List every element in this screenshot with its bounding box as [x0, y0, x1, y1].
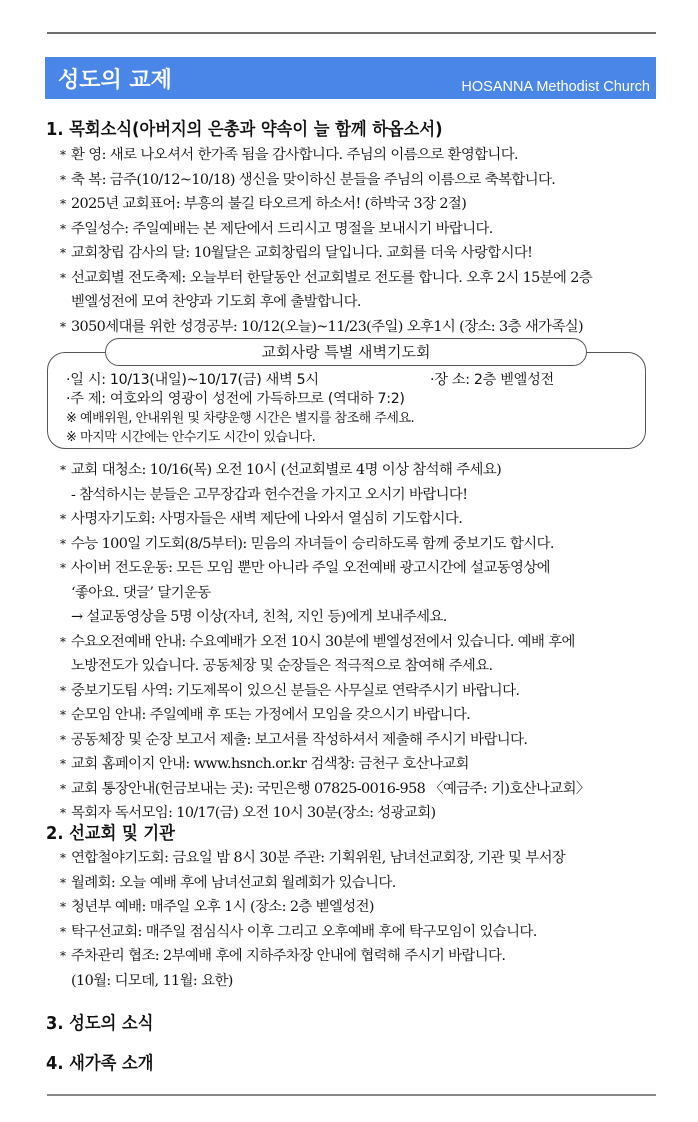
section-heading-2: 2. 선교회 및 기관	[46, 824, 175, 844]
asterisk-bullet-icon: *	[60, 851, 66, 865]
list-item: * 교회 대청소: 10/16(목) 오전 10시 (선교회별로 4명 이상 참석해 주세요)	[60, 458, 680, 483]
list-item: * 공동체장 및 순장 보고서 제출: 보고서를 작성하셔서 제출해 주시기 바랍니다.	[60, 728, 680, 753]
news-list-1	[60, 143, 680, 339]
list-item: * 교회 홈페이지 안내: www.hsnch.or.kr 검색창: 금천구 호산나교회	[60, 752, 680, 777]
section-banner	[45, 57, 656, 99]
list-item: * 중보기도팀 사역: 기도제목이 있으신 분들은 사무실로 연락주시기 바랍니다.	[60, 679, 680, 704]
asterisk-bullet-icon: *	[60, 875, 66, 890]
special-prayer-details	[66, 371, 646, 447]
asterisk-bullet-icon: *	[60, 319, 66, 334]
banner-title: 성도의 교제	[58, 68, 172, 93]
asterisk-bullet-icon: *	[60, 270, 66, 285]
list-item-continuation: 벧엘성전에 모여 찬양과 기도회 후에 출발합니다.	[71, 294, 361, 310]
section-heading-4: 4. 새가족 소개	[46, 1054, 154, 1074]
list-item: * 목회자 독서모임: 10/17(금) 오전 10시 30분(장소: 성광교회)	[60, 801, 680, 826]
list-item: * 축 복: 금주(10/12~10/18) 생신을 맞이하신 분들을 주님의 이름으로 축복합니다.	[60, 168, 680, 193]
asterisk-bullet-icon: *	[60, 924, 66, 939]
asterisk-bullet-icon: *	[60, 900, 66, 914]
list-item-continuation: (10월: 디모데, 11월: 요한)	[71, 972, 233, 989]
list-item-continuation: → 설교동영상을 5명 이상(자녀, 친척, 지인 등)에게 보내주세요.	[71, 609, 447, 625]
prayer-note-2: ※ 마지막 시간에는 안수기도 시간이 있습니다.	[66, 430, 316, 445]
list-item: * 수요오전예배 안내: 수요예배가 오전 10시 30분에 벧엘성전에서 있습니다. 예배 후에	[60, 630, 680, 655]
list-item: * 교회 통장안내(헌금보내는 곳): 국민은행 07825-0016-958 〈예금주: 기)호산나교회〉	[60, 777, 680, 802]
special-prayer-title: 교회사랑 특별 새벽기도회	[105, 338, 587, 366]
asterisk-bullet-icon: *	[60, 561, 66, 575]
section-heading-1: 1. 목회소식(아버지의 은총과 약속이 늘 함께 하옵소서)	[46, 120, 443, 140]
asterisk-bullet-icon: *	[60, 949, 66, 963]
asterisk-bullet-icon: *	[60, 757, 66, 771]
asterisk-bullet-icon: *	[60, 683, 66, 698]
asterisk-bullet-icon: *	[60, 634, 66, 649]
asterisk-bullet-icon: *	[60, 806, 66, 820]
top-divider	[47, 32, 656, 34]
asterisk-bullet-icon: *	[60, 172, 66, 187]
list-item: * 탁구선교회: 매주일 점심식사 이후 그리고 오후예배 후에 탁구모임이 있습니다.	[60, 920, 680, 945]
list-item: * 주일성수: 주일예배는 본 제단에서 드리시고 명절을 보내시기 바랍니다.	[60, 217, 680, 242]
prayer-note-1: ※ 예배위원, 안내위원 및 차량운행 시간은 별지를 참조해 주세요.	[66, 411, 415, 426]
asterisk-bullet-icon: *	[60, 463, 66, 477]
bottom-divider	[47, 1094, 656, 1096]
asterisk-bullet-icon: *	[60, 148, 66, 162]
prayer-place: ·장 소: 2층 벧엘성전	[430, 372, 554, 388]
list-item: * 연합철야기도회: 금요일 밤 8시 30분 주관: 기획위원, 남녀선교회장, 기관 및 부서장	[60, 846, 680, 871]
list-item: * 사이버 전도운동: 모든 모임 뿐만 아니라 주일 오전예배 광고시간에 설교동영상에	[60, 556, 680, 581]
list-item: * 월례회: 오늘 예배 후에 남녀선교회 월례회가 있습니다.	[60, 871, 680, 896]
list-item: * 3050세대를 위한 성경공부: 10/12(오늘)~11/23(주일) 오후1시 (장소: 3층 새가족실)	[60, 315, 680, 340]
asterisk-bullet-icon: *	[60, 781, 66, 796]
list-item: * 주차관리 협조: 2부예배 후에 지하주차장 안내에 협력해 주시기 바랍니다.	[60, 944, 680, 969]
church-name: HOSANNA Methodist Church	[461, 79, 650, 95]
list-item-continuation: - 참석하시는 분들은 고무장갑과 헌수건을 가지고 오시기 바랍니다!	[71, 486, 468, 503]
asterisk-bullet-icon: *	[60, 708, 66, 722]
prayer-theme: ·주 제: 여호와의 영광이 성전에 가득하므로 (역대하 7:2)	[66, 391, 405, 407]
list-item: * 2025년 교회표어: 부흥의 불길 타오르게 하소서! (하박국 3장 2절)	[60, 192, 680, 217]
asterisk-bullet-icon: *	[60, 197, 66, 211]
mission-list	[60, 846, 680, 993]
news-list-2	[60, 458, 680, 826]
asterisk-bullet-icon: *	[60, 221, 66, 236]
list-item: * 청년부 예배: 매주일 오후 1시 (장소: 2층 벧엘성전)	[60, 895, 680, 920]
list-item: * 사명자기도회: 사명자들은 새벽 제단에 나와서 열심히 기도합시다.	[60, 507, 680, 532]
prayer-time: ·일 시: 10/13(내일)~10/17(금) 새벽 5시	[66, 372, 319, 388]
list-item-continuation: 노방전도가 있습니다. 공동체장 및 순장들은 적극적으로 참여해 주세요.	[71, 658, 493, 674]
asterisk-bullet-icon: *	[60, 246, 66, 260]
asterisk-bullet-icon: *	[60, 732, 66, 747]
list-item: * 순모임 안내: 주일예배 후 또는 가정에서 모임을 갖으시기 바랍니다.	[60, 703, 680, 728]
list-item: * 교회창립 감사의 달: 10월달은 교회창립의 달입니다. 교회를 더욱 사랑합시다!	[60, 241, 680, 266]
asterisk-bullet-icon: *	[60, 512, 66, 526]
section-heading-3: 3. 성도의 소식	[46, 1014, 154, 1034]
list-item: * 선교회별 전도축제: 오늘부터 한달동안 선교회별로 전도를 합니다. 오후 2시 15분에 2층	[60, 266, 680, 291]
list-item-continuation: ‘좋아요. 댓글’ 달기운동	[71, 584, 211, 601]
list-item: * 환 영: 새로 나오셔서 한가족 됨을 감사합니다. 주님의 이름으로 환영합니다.	[60, 143, 680, 168]
prayer-time-line	[66, 371, 646, 390]
asterisk-bullet-icon: *	[60, 536, 66, 551]
list-item: * 수능 100일 기도회(8/5부터): 믿음의 자녀들이 승리하도록 함께 중보기도 합시다.	[60, 532, 680, 557]
